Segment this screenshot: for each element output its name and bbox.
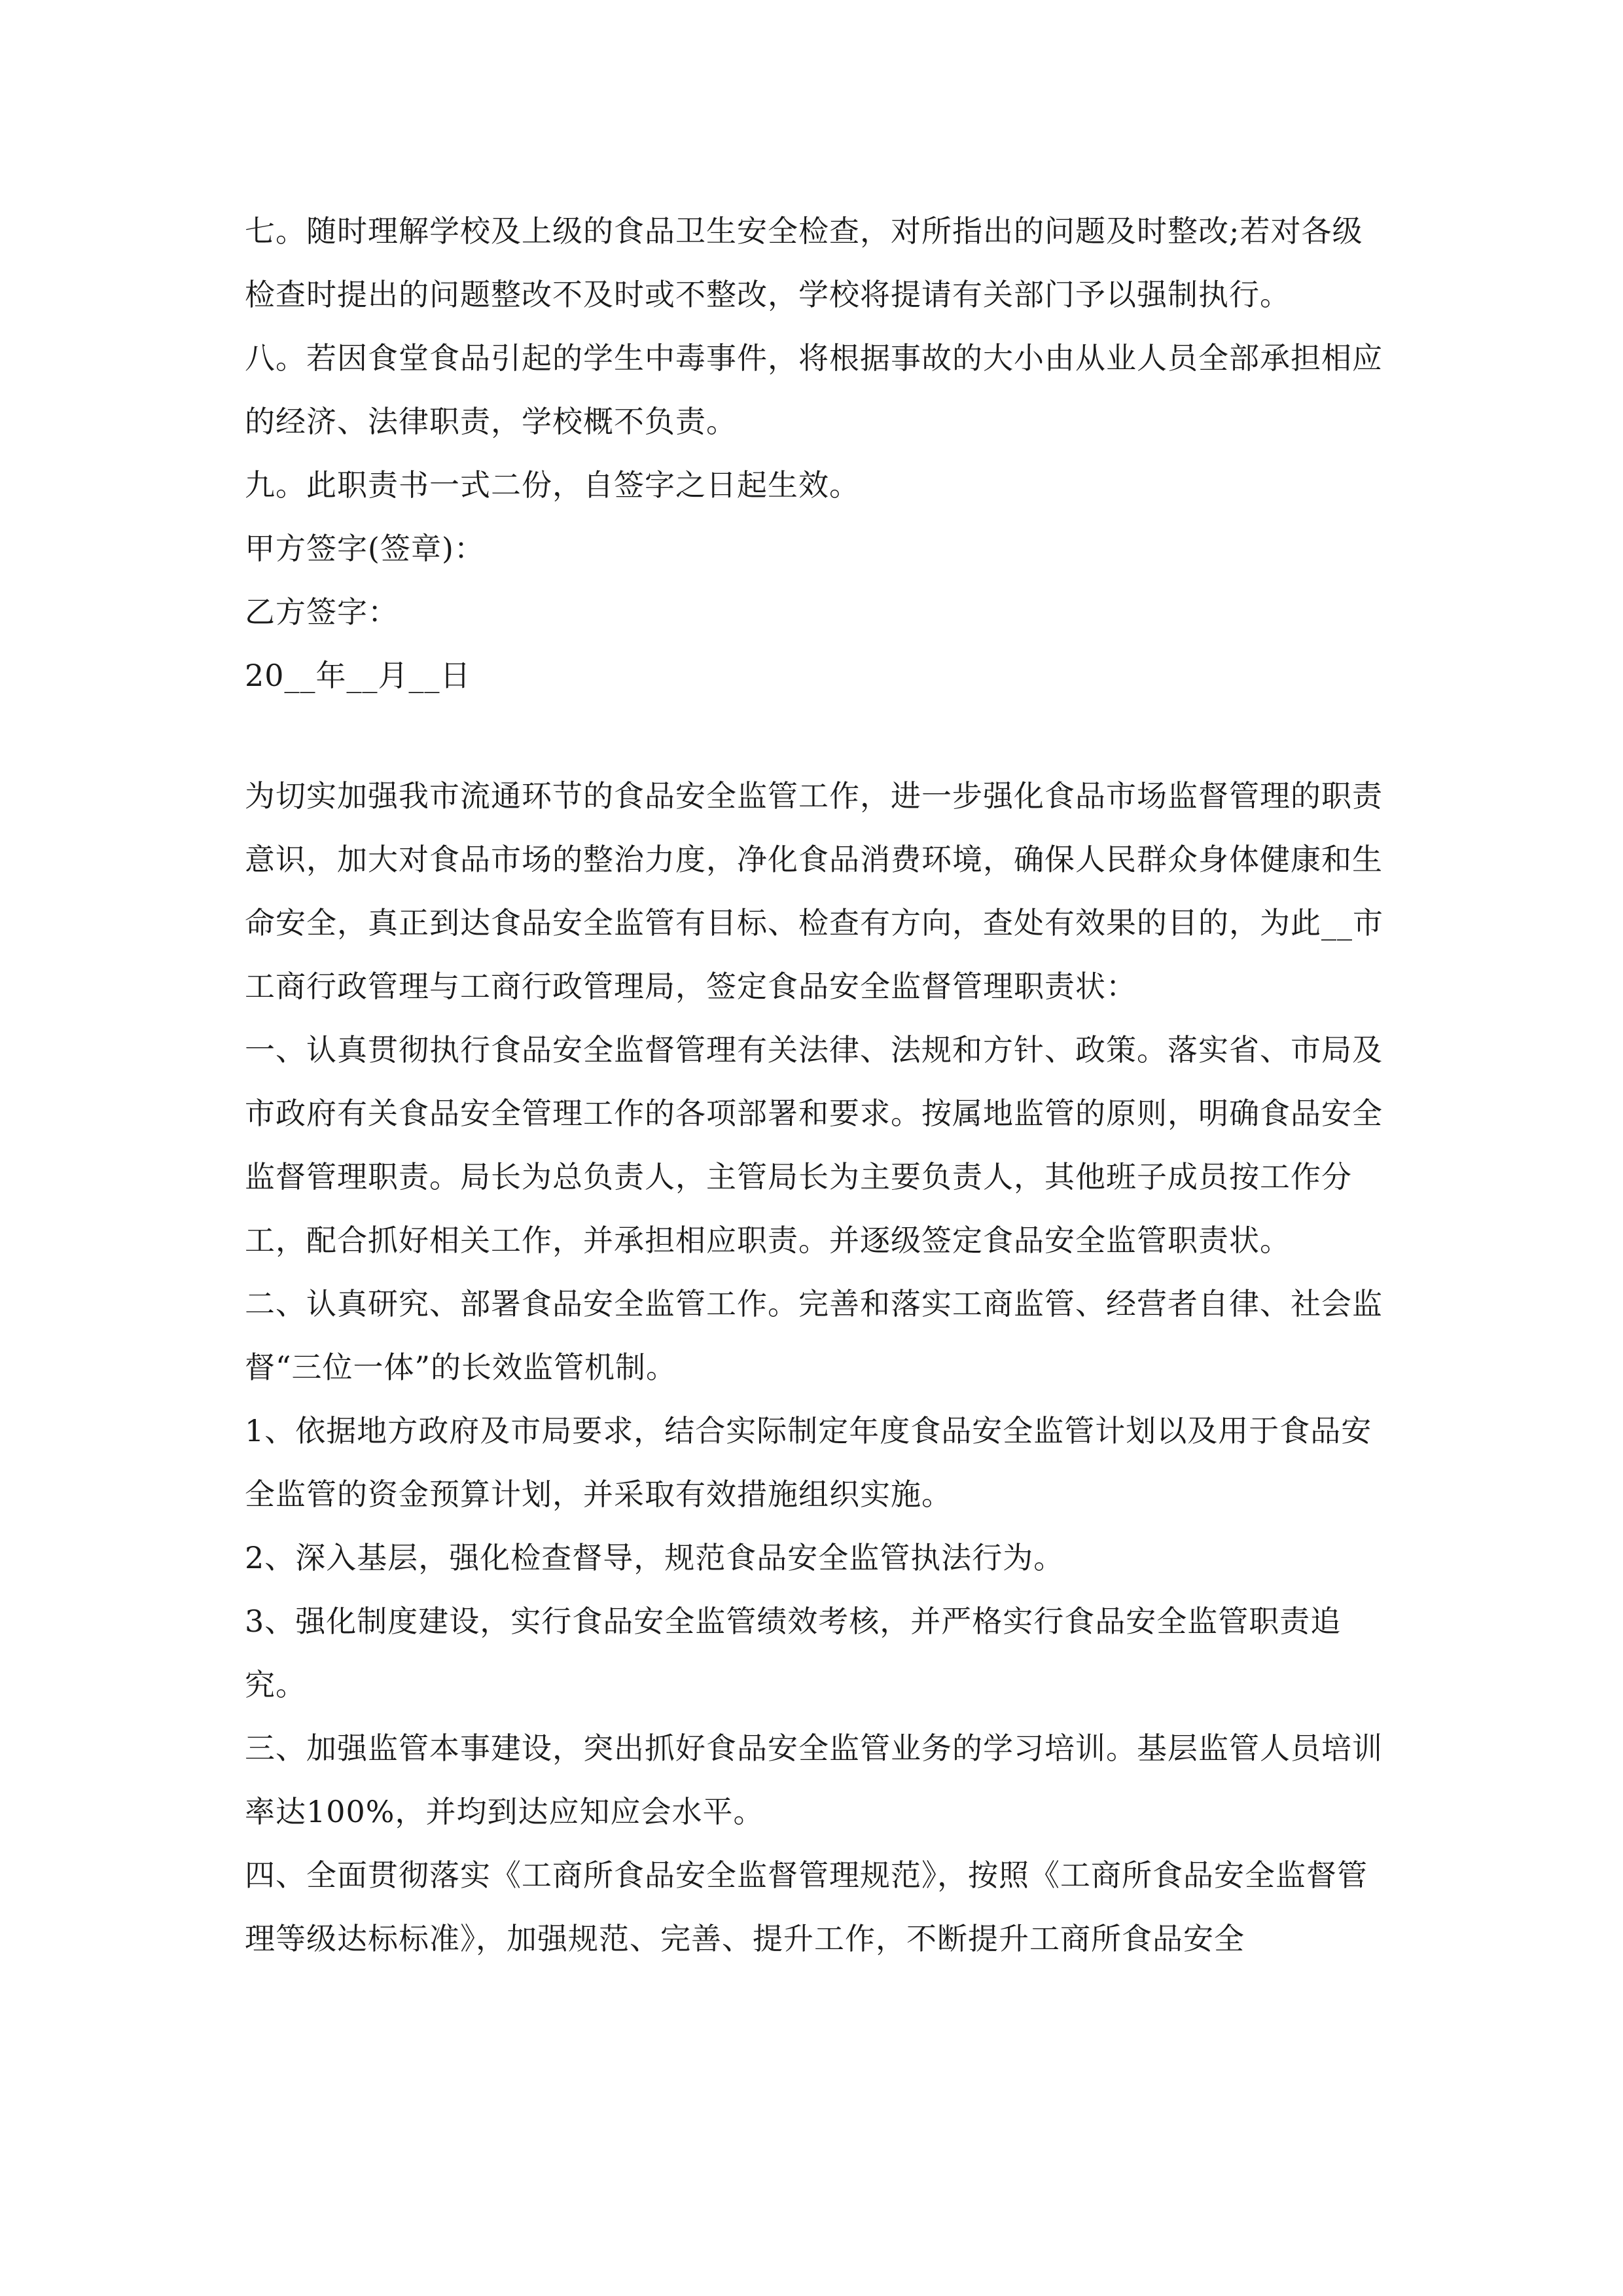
clause-eight: 八。若因食堂食品引起的学生中毒事件，将根据事故的大小由从业人员全部承担相应的经济、法律职责，学校概不负责。: [245, 340, 1383, 439]
clause-seven: 七。随时理解学校及上级的食品卫生安全检查，对所指出的问题及时整改;若对各级检查时提出的问题整改不及时或不整改，学校将提请有关部门予以强制执行。: [245, 213, 1363, 312]
party-a-signature-line: 甲方签字(签章)：: [245, 531, 485, 566]
item-two: 二、认真研究、部署食品安全监管工作。完善和落实工商监管、经营者自律、社会监督“三位一体”的长效监管机制。: [245, 1286, 1383, 1385]
item-three: 三、加强监管本事建设，突出抓好食品安全监管业务的学习培训。基层监管人员培训率达100%，并均到达应知应会水平。: [245, 1731, 1383, 1829]
party-b-signature-line: 乙方签字：: [245, 594, 399, 630]
date-line: 20__年__月__日: [245, 658, 471, 693]
item-one: 一、认真贯彻执行食品安全监督管理有关法律、法规和方针、政策。落实省、市局及市政府有关食品安全管理工作的各项部署和要求。按属地监管的原则，明确食品安全监督管理职责。局长为总负责人，主管局长为主要负责人，其他班子成员按工作分工，配合抓好相关工作，并承担相应职责。并逐级签定食品安全监管职责状。: [245, 1032, 1383, 1258]
sub-item-1: 1、依据地方政府及市局要求，结合实际制定年度食品安全监管计划以及用于食品安全监管的资金预算计划，并采取有效措施组织实施。: [245, 1413, 1372, 1512]
responsibility-letter-ending: [245, 200, 1383, 708]
food-safety-responsibility-statement: [245, 764, 1383, 1971]
intro-paragraph: 为切实加强我市流通环节的食品安全监管工作，进一步强化食品市场监督管理的职责意识，加大对食品市场的整治力度，净化食品消费环境，确保人民群众身体健康和生命安全，真正到达食品安全监管有目标、检查有方向，查处有效果的目的，为此__市工商行政管理与工商行政管理局，签定食品安全监督管理职责状：: [245, 778, 1383, 1004]
clause-nine: 九。此职责书一式二份，自签字之日起生效。: [245, 467, 860, 503]
item-four: 四、全面贯彻落实《工商所食品安全监督管理规范》，按照《工商所食品安全监督管理等级达标标准》，加强规范、完善、提升工作，不断提升工商所食品安全: [245, 1857, 1368, 1956]
sub-item-3: 3、强化制度建设，实行食品安全监管绩效考核，并严格实行食品安全监管职责追究。: [245, 1604, 1342, 1702]
sub-item-2: 2、深入基层，强化检查督导，规范食品安全监管执法行为。: [245, 1540, 1065, 1575]
